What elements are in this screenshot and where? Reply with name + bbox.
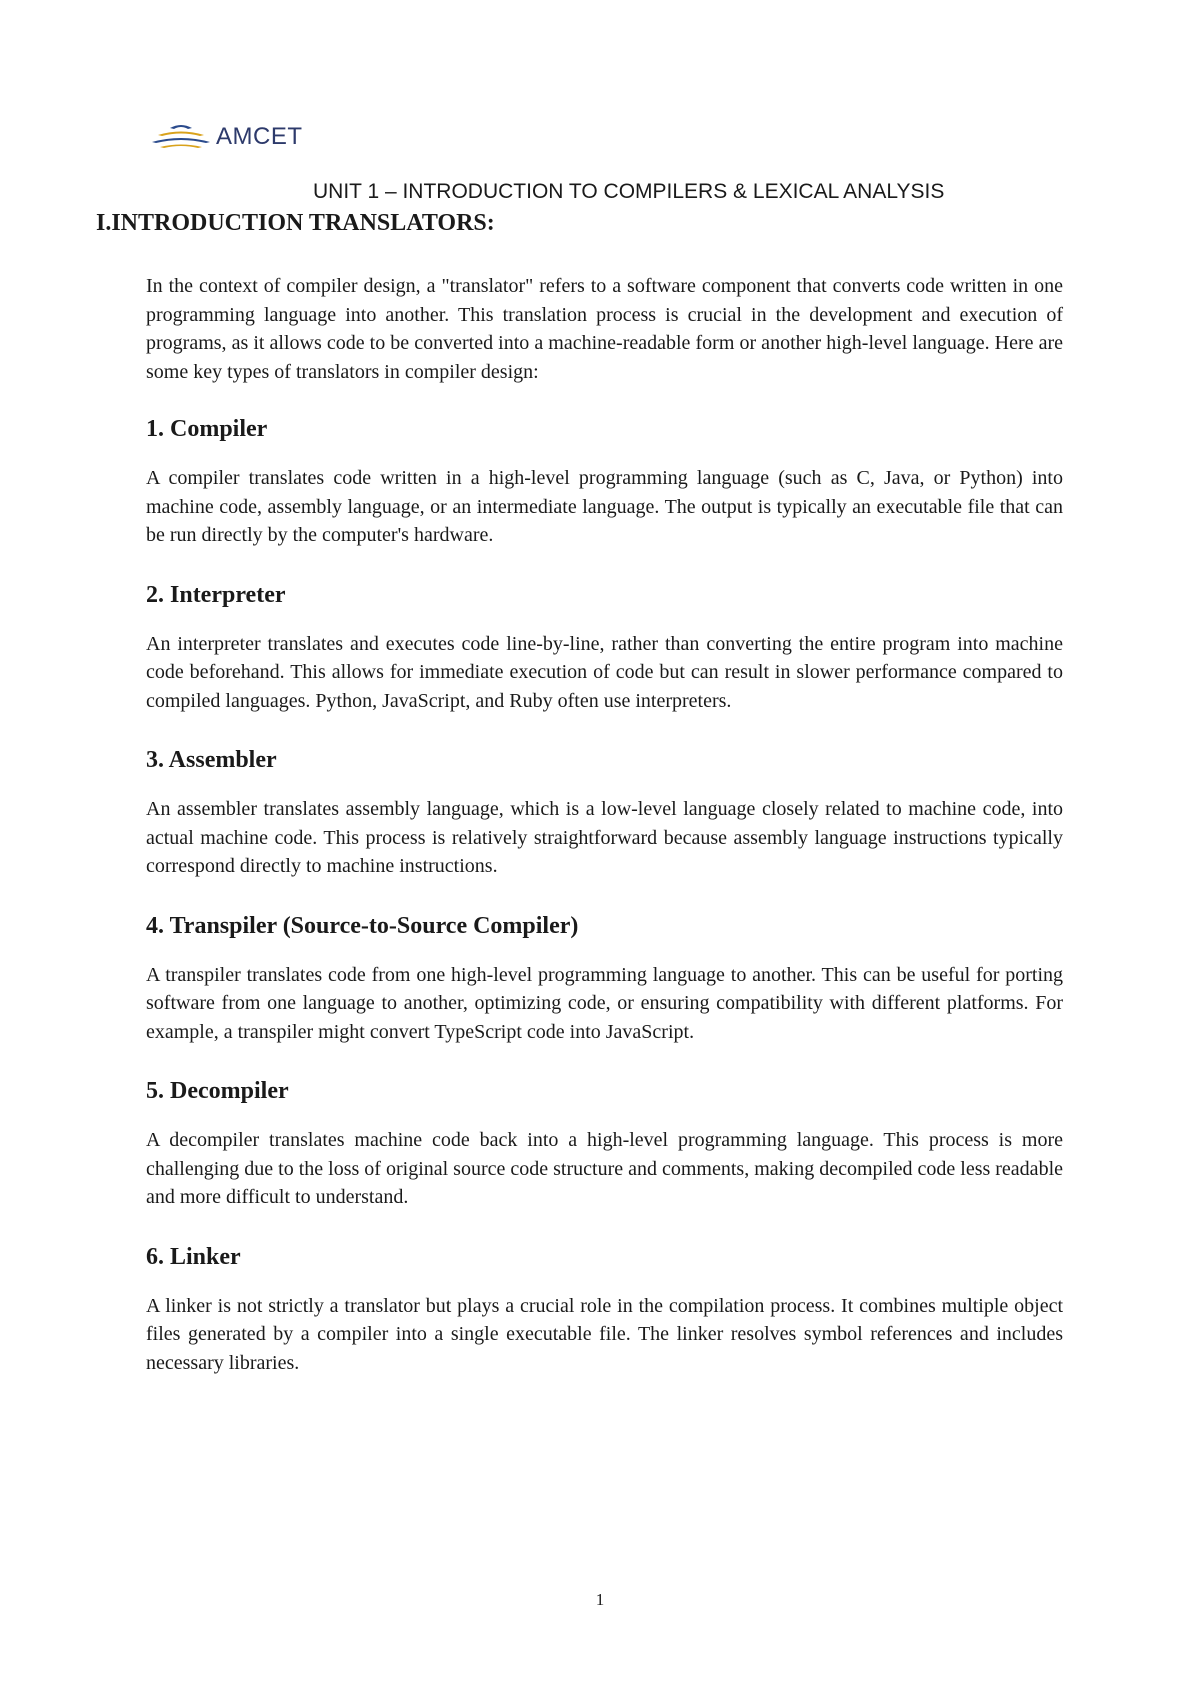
section-heading-transpiler: 4. Transpiler (Source-to-Source Compiler) bbox=[146, 912, 579, 939]
section-heading-linker: 6. Linker bbox=[146, 1243, 241, 1270]
section-body-linker: A linker is not strictly a translator but plays a crucial role in the compilation process. It combines multiple object files generated by a compiler into a single executable file. The linker resolves symbol references and includes necessary libraries. bbox=[146, 1294, 1063, 1374]
section-heading-assembler: 3. Assembler bbox=[146, 747, 277, 773]
page-number: 1 bbox=[595, 1590, 605, 1609]
section-transpiler bbox=[146, 911, 1063, 1047]
section-compiler bbox=[146, 414, 1063, 550]
section-body-assembler: An assembler translates assembly language, which is a low-level language closely related to machine code, into actual machine code. This process is relatively straightforward because assembly language instructions typically correspond directly to machine instructions. bbox=[146, 798, 1063, 877]
section-body-compiler: A compiler translates code written in a high-level programming language (such as C, Java, or Python) into machine code, assembly language, or an intermediate language. The output is typically an executable file that can be run directly by the computer's hardware. bbox=[146, 467, 1063, 546]
amcet-logo bbox=[150, 120, 303, 154]
section-interpreter bbox=[146, 580, 1063, 716]
section-body-decompiler: A decompiler translates machine code back into a high-level programming language. This process is more challenging due to the loss of original source code structure and comments, making decompiled code less readable and more difficult to understand. bbox=[146, 1129, 1063, 1208]
amcet-wave-icon bbox=[150, 122, 212, 152]
intro-paragraph: In the context of compiler design, a "translator" refers to a software component that converts code written in one programming language into another. This translation process is crucial in the development and execution of programs, as it allows code to be converted into a machine-readable form or another high-level language. Here are some key types of translators in compiler design: bbox=[146, 275, 1063, 383]
section-body-interpreter: An interpreter translates and executes code line-by-line, rather than converting the entire program into machine code beforehand. This allows for immediate execution of code but can result in slower performance compared to compiled languages. Python, JavaScript, and Ruby often use interpreters. bbox=[146, 632, 1063, 712]
section-heading-compiler: 1. Compiler bbox=[146, 416, 268, 442]
unit-title: UNIT 1 – INTRODUCTION TO COMPILERS & LEXICAL ANALYSIS bbox=[313, 180, 945, 203]
section-heading-interpreter: 2. Interpreter bbox=[146, 581, 286, 608]
section-assembler bbox=[146, 745, 1063, 881]
section-heading: I.INTRODUCTION TRANSLATORS: bbox=[96, 210, 495, 236]
logo-text: AMCET bbox=[216, 123, 303, 150]
section-decompiler bbox=[146, 1076, 1063, 1212]
section-heading-decompiler: 5. Decompiler bbox=[146, 1078, 289, 1104]
section-linker bbox=[146, 1242, 1063, 1378]
document-body bbox=[146, 272, 1063, 1407]
section-body-transpiler: A transpiler translates code from one high-level programming language to another. This can be useful for porting software from one language to another, optimizing code, or ensuring compatibility with different platforms. For example, a transpiler might convert TypeScript code into JavaScript. bbox=[146, 963, 1063, 1043]
